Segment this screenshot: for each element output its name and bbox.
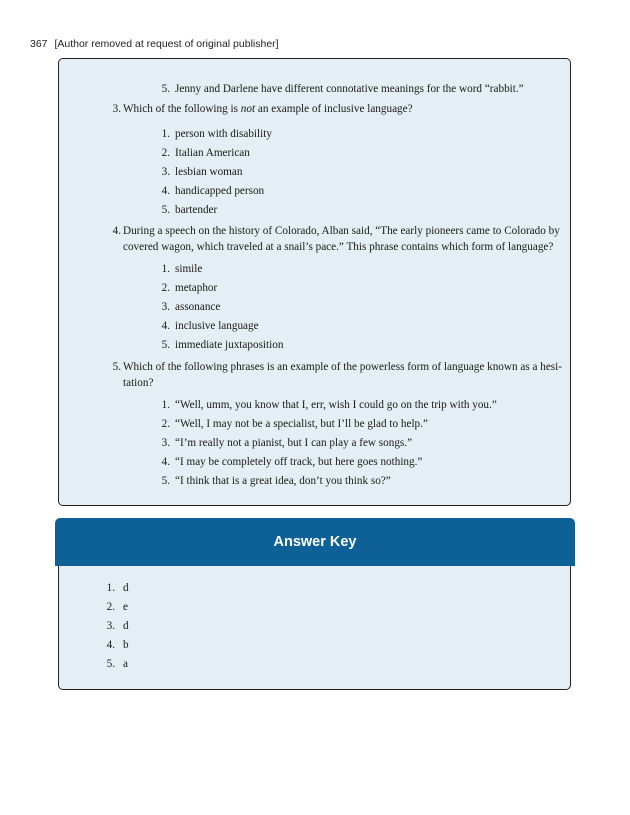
option-number: 3. [161,437,170,449]
page-number: 367 [30,38,48,50]
question-line: covered wagon, which traveled at a snail’s pace.” This phrase contains which form of language? [123,241,554,253]
option-number: 5. [161,339,170,351]
option-number: 4. [161,456,170,468]
option-text: lesbian woman [175,166,243,178]
answer-key-title: Answer Key [273,534,357,550]
option-number: 4. [161,320,170,332]
answer-number: 1. [106,582,115,594]
answer-key-header [55,518,575,566]
option-text: metaphor [175,282,218,294]
option-text: inclusive language [175,320,259,332]
option-number: 2. [161,418,170,430]
quiz-box [58,58,571,506]
question-line: During a speech on the history of Colorado, Alban said, “The early pioneers came to Colorado by [123,225,560,237]
option-text: simile [175,263,203,275]
answer-text: d [123,620,129,632]
question-text [123,359,562,391]
question-text-part: an example of inclusive language? [255,103,413,115]
answer-number: 3. [106,620,115,632]
option-text: Italian American [175,147,250,159]
option-text: “I think that is a great idea, don’t you think so?” [175,475,391,487]
question-line: tation? [123,377,154,389]
answer-text: b [123,639,129,651]
question-line: Which of the following phrases is an example of the powerless form of language known as a hesi- [123,361,562,373]
question-text [123,101,555,117]
question-emphasis: not [240,103,256,115]
option-text: “Well, I may not be a specialist, but I’ll be glad to help.” [175,418,428,430]
option-text: “I’m really not a pianist, but I can play a few songs.” [175,437,413,449]
option-number: 3. [161,166,170,178]
question-text [123,223,560,255]
option-number: 5. [161,83,170,95]
answer-text: d [123,582,129,594]
answer-key-box [58,566,571,690]
question-number: 5. [112,361,121,373]
running-header [30,38,279,50]
answer-text: a [123,658,128,670]
option-number: 5. [161,204,170,216]
question-number: 4. [112,225,121,237]
option-number: 2. [161,282,170,294]
question-number: 3. [112,103,121,115]
option-number: 1. [161,128,170,140]
option-text: handicapped person [175,185,265,197]
option-text: assonance [175,301,221,313]
option-text: bartender [175,204,218,216]
answer-number: 5. [106,658,115,670]
option-number: 3. [161,301,170,313]
option-number: 5. [161,475,170,487]
question-text-part: Which of the following is [123,103,241,115]
answer-text: e [123,601,128,613]
option-text: immediate juxtaposition [175,339,284,351]
option-text: person with disability [175,128,272,140]
answer-number: 2. [106,601,115,613]
answer-number: 4. [106,639,115,651]
option-text: “I may be completely off track, but here goes nothing.” [175,456,423,468]
option-text: Jenny and Darlene have different connotative meanings for the word “rabbit.” [175,83,524,95]
option-number: 4. [161,185,170,197]
option-number: 1. [161,399,170,411]
option-text: “Well, umm, you know that I, err, wish I could go on the trip with you.” [175,399,497,411]
option-number: 2. [161,147,170,159]
option-number: 1. [161,263,170,275]
running-title: [Author removed at request of original publisher] [54,38,279,50]
